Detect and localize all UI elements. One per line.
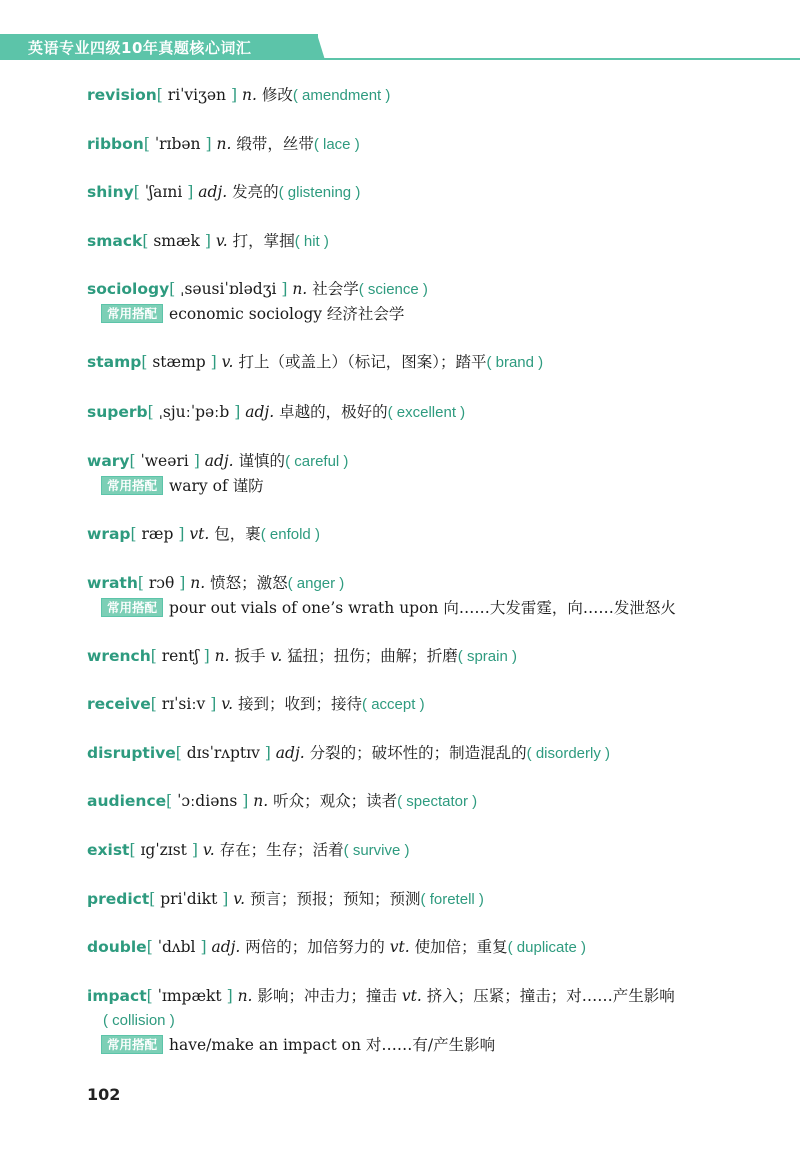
synonym-open-paren: ( [260,526,266,543]
phonetic-bracket: [ [156,86,163,104]
synonym: enfold [265,526,315,543]
part-of-speech: adj. [275,744,305,762]
phonetic-bracket: ] [193,452,200,470]
header-band [0,34,800,60]
phonetic-bracket: [ [146,987,153,1005]
synonym: anger [292,575,340,592]
phonetic: riˈviʒən [162,86,231,104]
phonetic-bracket: ] [205,135,212,153]
headword: shiny [87,183,134,201]
entry-line [87,83,737,108]
synonym-close-paren: ) [478,891,484,908]
synonym: accept [367,696,420,713]
vocab-entry [87,449,737,498]
phonetic-bracket: ] [281,280,288,298]
synonym-close-paren: ) [355,184,361,201]
part-of-speech: n. [216,135,232,153]
phonetic: smæk [148,232,205,250]
synonym-close-paren: ) [472,793,478,810]
phonetic: ˈdʌbl [152,938,201,956]
phonetic: priˈdikt [155,890,223,908]
phonetic: ˌsəusiˈɒlədʒi [175,280,282,298]
vocab-entry [87,741,737,766]
entry-line [87,400,737,425]
part-of-speech: v. [233,890,246,908]
definition: 影响；冲击力；撞击 [257,987,397,1005]
phonetic-bracket: ] [187,183,194,201]
phonetic-bracket: [ [166,792,173,810]
collocation-line [87,474,737,498]
vocab-entry [87,180,737,205]
headword: exist [87,841,130,859]
vocab-entry [87,935,737,960]
phonetic-bracket: [ [150,647,157,665]
collocation-text: have/make an impact on 对……有/产生影响 [169,1036,496,1054]
entry-line [87,789,737,814]
phonetic-bracket: [ [142,232,149,250]
phonetic: ræp [136,525,179,543]
synonym: survive [348,842,405,859]
synonym-close-paren: ) [404,842,410,859]
synonym: science [363,281,423,298]
synonym-open-paren: ( [457,648,463,665]
vocab-entry [87,571,737,620]
entry-line [87,838,737,863]
collocation-line [87,596,737,620]
synonym: lace [318,136,355,153]
entry-line [87,229,737,254]
part-of-speech: v. [215,232,228,250]
vocab-entry [87,83,737,108]
phonetic-bracket: [ [143,135,150,153]
vocab-entry [87,789,737,814]
phonetic-bracket: ] [264,744,271,762]
collocation-tag: 常用搭配 [101,1035,163,1054]
synonym: duplicate [512,939,582,956]
definition: 社会学 [312,280,359,298]
entry-line [87,644,737,669]
phonetic-bracket: ] [242,792,249,810]
vocab-entry [87,838,737,863]
headword: wrap [87,525,131,543]
definition: 使加倍；重复 [414,938,508,956]
phonetic-bracket: ] [178,525,185,543]
part-of-speech: v. [221,353,234,371]
part-of-speech: v. [202,841,215,859]
synonym-open-paren: ( [397,793,403,810]
part-of-speech: adj. [245,403,275,421]
running-header-title: 英语专业四级10年真题核心词汇 [28,39,252,57]
part-of-speech: v. [221,695,234,713]
phonetic-bracket: [ [149,890,156,908]
phonetic: ˈɪmpækt [152,987,227,1005]
definition: 接到；收到；接待 [238,695,363,713]
part-of-speech: adj. [211,938,241,956]
collocation-line [87,302,737,326]
phonetic-bracket: [ [169,280,176,298]
phonetic: dɪsˈrʌptɪv [181,744,265,762]
phonetic-bracket: ] [234,403,241,421]
collocation-text: wary of 谨防 [169,477,264,495]
headword: revision [87,86,157,104]
phonetic-bracket: ] [200,938,207,956]
synonym: excellent [392,404,461,421]
part-of-speech: adj. [204,452,234,470]
synonym-close-paren: ) [605,745,611,762]
definition: 缎带，丝带 [236,135,314,153]
collocation-line [87,1033,737,1057]
synonym-open-paren: ( [526,745,532,762]
entry-line [87,180,737,205]
phonetic: stæmp [147,353,211,371]
part-of-speech: vt. [189,525,210,543]
definition: 包，裹 [214,525,261,543]
definition: 挤入；压紧；撞击；对……产生影响 [426,987,675,1005]
definition: 发亮的 [232,183,279,201]
phonetic-bracket: [ [137,574,144,592]
headword: double [87,938,147,956]
collocation-text: economic sociology 经济社会学 [169,305,405,323]
phonetic: ˈʃaɪni [139,183,188,201]
phonetic: ɪgˈzɪst [135,841,192,859]
part-of-speech: n. [253,792,269,810]
definition: 预言；预报；预知；预测 [250,890,421,908]
page-number: 102 [87,1085,121,1104]
phonetic-bracket: [ [150,695,157,713]
synonym-close-paren: ) [169,1012,175,1029]
vocab-entry [87,692,737,717]
collocation-tag: 常用搭配 [101,476,163,495]
synonym-open-paren: ( [486,354,492,371]
phonetic-bracket: [ [141,353,148,371]
vocab-entry [87,132,737,157]
synonym-open-paren: ( [313,136,319,153]
definition: 猛扭；扭伤；曲解；折磨 [287,647,458,665]
synonym-close-paren: ) [323,233,329,250]
phonetic-bracket: ] [191,841,198,859]
definition: 卓越的，极好的 [279,403,388,421]
synonym: foretell [425,891,479,908]
headword: wary [87,452,130,470]
definition: 谨慎的 [238,452,286,470]
headword: stamp [87,353,142,371]
definition: 愤怒；激怒 [210,574,288,592]
headword: audience [87,792,167,810]
entry-line [87,571,737,596]
synonym-open-paren: ( [362,696,368,713]
collocation-tag: 常用搭配 [101,598,163,617]
definition: 扳手 [234,647,266,665]
phonetic-bracket: [ [133,183,140,201]
synonym-open-paren: ( [358,281,364,298]
vocab-entry [87,522,737,547]
phonetic-bracket: ] [222,890,229,908]
synonym: amendment [297,87,386,104]
headword: smack [87,232,143,250]
part-of-speech: n. [292,280,308,298]
vocab-entry [87,350,737,375]
headword: disruptive [87,744,176,762]
synonym-close-paren: ) [460,404,466,421]
headword: receive [87,695,151,713]
synonym-open-paren: ( [287,575,293,592]
phonetic-bracket: ] [203,647,210,665]
collocation-tag: 常用搭配 [101,304,163,323]
synonym-open-paren: ( [507,939,513,956]
phonetic-bracket: [ [130,525,137,543]
synonym-close-paren: ) [419,696,425,713]
headword: sociology [87,280,170,298]
phonetic: rentʃ [156,647,204,665]
synonym-open-paren: ( [278,184,284,201]
phonetic: ˈweəri [135,452,194,470]
phonetic-bracket: ] [204,232,211,250]
headword: superb [87,403,148,421]
synonym-close-paren: ) [354,136,360,153]
synonym-close-paren: ) [343,453,349,470]
synonym: brand [491,354,539,371]
vocab-entry [87,887,737,912]
phonetic-bracket: ] [179,574,186,592]
synonym-close-paren: ) [314,526,320,543]
part-of-speech: n. [241,86,257,104]
phonetic-bracket: [ [129,452,136,470]
entry-line [87,277,737,302]
vocab-entry [87,277,737,326]
entry-line-continued [87,1008,737,1033]
definition: 打，掌掴 [232,232,295,250]
phonetic-bracket: [ [146,938,153,956]
synonym-open-paren: ( [292,87,298,104]
synonym-close-paren: ) [339,575,345,592]
synonym: disorderly [531,745,606,762]
phonetic: rɪˈsiːv [156,695,211,713]
phonetic: ˈrɪbən [149,135,206,153]
phonetic: ˌsjuːˈpəːb [153,403,235,421]
part-of-speech: v. [270,647,283,665]
entry-line [87,350,737,375]
part-of-speech: vt. [389,938,410,956]
definition: 听众；观众；读者 [273,792,398,810]
part-of-speech: n. [237,987,253,1005]
synonym-close-paren: ) [511,648,517,665]
synonym: hit [299,233,324,250]
synonym-open-paren: ( [343,842,349,859]
definition: 修改 [261,86,293,104]
header-rule [0,58,800,60]
synonym: collision [108,1012,170,1029]
definition: 分裂的；破坏性的；制造混乱的 [309,744,527,762]
entry-line [87,887,737,912]
definition: 存在；生存；活着 [219,841,344,859]
synonym-close-paren: ) [385,87,391,104]
synonym: careful [290,453,344,470]
phonetic-bracket: [ [129,841,136,859]
entry-line [87,741,737,766]
headword: wrath [87,574,138,592]
part-of-speech: vt. [401,987,422,1005]
phonetic-bracket: ] [230,86,238,104]
synonym-open-paren: ( [387,404,393,421]
entry-line [87,449,737,474]
vocab-entry [87,229,737,254]
definition: 两倍的；加倍努力的 [245,938,385,956]
headword: predict [87,890,150,908]
phonetic-bracket: ] [226,987,233,1005]
headword: ribbon [87,135,144,153]
phonetic: rɔθ [143,574,180,592]
synonym-open-paren: ( [103,1012,108,1029]
vocab-entry [87,984,737,1057]
phonetic-bracket: ] [210,353,217,371]
synonym-open-paren: ( [294,233,300,250]
entry-line [87,522,737,547]
vocab-entry [87,400,737,425]
synonym: sprain [462,648,512,665]
synonym-close-paren: ) [581,939,587,956]
phonetic-bracket: ] [210,695,217,713]
entry-line [87,132,737,157]
part-of-speech: adj. [198,183,228,201]
part-of-speech: n. [190,574,206,592]
part-of-speech: n. [214,647,230,665]
synonym-close-paren: ) [422,281,428,298]
vocab-entry [87,644,737,669]
header-stripes-decoration [268,34,338,60]
headword: wrench [87,647,151,665]
collocation-text: pour out vials of one’s wrath upon 向……大发雷霆，向……发泄怒火 [169,599,676,617]
synonym-open-paren: ( [420,891,426,908]
synonym: spectator [402,793,473,810]
definition: 打上（或盖上）（标记，图案）；踏平 [238,353,487,371]
headword: impact [87,987,147,1005]
phonetic-bracket: [ [147,403,154,421]
phonetic: ˈɔːdiəns [172,792,243,810]
synonym-open-paren: ( [285,453,291,470]
synonym-close-paren: ) [538,354,544,371]
phonetic-bracket: [ [175,744,182,762]
synonym: glistening [283,184,356,201]
entry-line [87,984,737,1008]
entry-line [87,692,737,717]
entry-line [87,935,737,960]
